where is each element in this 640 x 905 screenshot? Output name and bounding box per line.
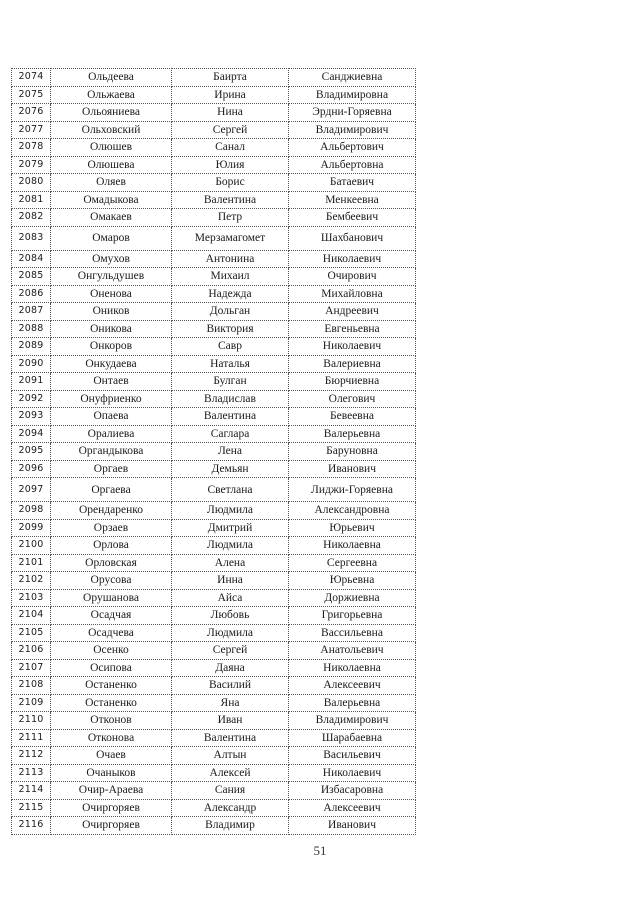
patronymic-cell: Александровна: [289, 502, 416, 520]
first-name-cell: Мерзамагомет: [172, 226, 289, 250]
table-row: [12, 390, 416, 408]
row-number: 2098: [12, 502, 51, 520]
patronymic-cell: Владимировна: [289, 86, 416, 104]
row-number: 2088: [12, 320, 51, 338]
first-name-cell: Ирина: [172, 86, 289, 104]
table-row: [12, 659, 416, 677]
patronymic-cell: Григорьевна: [289, 607, 416, 625]
patronymic-cell: Альбертовна: [289, 156, 416, 174]
table-row: [12, 373, 416, 391]
row-number: 2096: [12, 460, 51, 478]
table-row: [12, 799, 416, 817]
first-name-cell: Владимир: [172, 817, 289, 835]
table-row: [12, 139, 416, 157]
patronymic-cell: Лиджи-Горяевна: [289, 478, 416, 502]
first-name-cell: Наталья: [172, 355, 289, 373]
row-number: 2110: [12, 712, 51, 730]
table-row: [12, 226, 416, 250]
first-name-cell: Светлана: [172, 478, 289, 502]
first-name-cell: Булган: [172, 373, 289, 391]
patronymic-cell: Михайловна: [289, 285, 416, 303]
row-number: 2107: [12, 659, 51, 677]
first-name-cell: Валентина: [172, 191, 289, 209]
table-row: [12, 817, 416, 835]
patronymic-cell: Николаевич: [289, 338, 416, 356]
surname-cell: Орендаренко: [51, 502, 172, 520]
row-number: 2092: [12, 390, 51, 408]
row-number: 2113: [12, 764, 51, 782]
patronymic-cell: Евгеньевна: [289, 320, 416, 338]
table-row: [12, 104, 416, 122]
surname-cell: Олюшева: [51, 156, 172, 174]
surname-cell: Очаев: [51, 747, 172, 765]
row-number: 2087: [12, 303, 51, 321]
patronymic-cell: Николаевна: [289, 659, 416, 677]
first-name-cell: Алексей: [172, 764, 289, 782]
first-name-cell: Валентина: [172, 408, 289, 426]
table-row: [12, 747, 416, 765]
registry-sheet: [11, 68, 416, 835]
first-name-cell: Даяна: [172, 659, 289, 677]
first-name-cell: Алена: [172, 554, 289, 572]
first-name-cell: Александр: [172, 799, 289, 817]
row-number: 2103: [12, 589, 51, 607]
table-row: [12, 554, 416, 572]
patronymic-cell: Батаевич: [289, 174, 416, 192]
row-number: 2090: [12, 355, 51, 373]
row-number: 2105: [12, 624, 51, 642]
surname-cell: Опаева: [51, 408, 172, 426]
table-row: [12, 408, 416, 426]
row-number: 2082: [12, 209, 51, 227]
surname-cell: Онгульдушев: [51, 268, 172, 286]
surname-cell: Осенко: [51, 642, 172, 660]
table-row: [12, 537, 416, 555]
surname-cell: Отконова: [51, 729, 172, 747]
patronymic-cell: Николаевна: [289, 537, 416, 555]
surname-cell: Останенко: [51, 694, 172, 712]
row-number: 2102: [12, 572, 51, 590]
patronymic-cell: Санджиевна: [289, 69, 416, 87]
row-number: 2077: [12, 121, 51, 139]
table-row: [12, 572, 416, 590]
surname-cell: Омухов: [51, 250, 172, 268]
first-name-cell: Савр: [172, 338, 289, 356]
table-row: [12, 607, 416, 625]
row-number: 2115: [12, 799, 51, 817]
patronymic-cell: Анатольевич: [289, 642, 416, 660]
table-row: [12, 250, 416, 268]
first-name-cell: Надежда: [172, 285, 289, 303]
table-row: [12, 624, 416, 642]
surname-cell: Останенко: [51, 677, 172, 695]
table-row: [12, 121, 416, 139]
first-name-cell: Петр: [172, 209, 289, 227]
table-row: [12, 355, 416, 373]
surname-cell: Орлова: [51, 537, 172, 555]
table-row: [12, 209, 416, 227]
row-number: 2095: [12, 443, 51, 461]
patronymic-cell: Владимирович: [289, 121, 416, 139]
first-name-cell: Людмила: [172, 537, 289, 555]
row-number: 2074: [12, 69, 51, 87]
table-row: [12, 303, 416, 321]
table-row: [12, 677, 416, 695]
surname-cell: Омаров: [51, 226, 172, 250]
first-name-cell: Дольган: [172, 303, 289, 321]
surname-cell: Отконов: [51, 712, 172, 730]
patronymic-cell: Николаевич: [289, 764, 416, 782]
surname-cell: Очиргоряев: [51, 817, 172, 835]
row-number: 2111: [12, 729, 51, 747]
patronymic-cell: Бевеевна: [289, 408, 416, 426]
surname-cell: Омакаев: [51, 209, 172, 227]
surname-cell: Ольховский: [51, 121, 172, 139]
first-name-cell: Юлия: [172, 156, 289, 174]
surname-cell: Очиргоряев: [51, 799, 172, 817]
table-row: [12, 338, 416, 356]
table-row: [12, 764, 416, 782]
first-name-cell: Борис: [172, 174, 289, 192]
table-row: [12, 191, 416, 209]
surname-cell: Оргаев: [51, 460, 172, 478]
table-row: [12, 443, 416, 461]
row-number: 2106: [12, 642, 51, 660]
row-number: 2100: [12, 537, 51, 555]
row-number: 2094: [12, 425, 51, 443]
first-name-cell: Иван: [172, 712, 289, 730]
table-row: [12, 425, 416, 443]
first-name-cell: Демьян: [172, 460, 289, 478]
surname-cell: Осадчая: [51, 607, 172, 625]
first-name-cell: Людмила: [172, 624, 289, 642]
patronymic-cell: Шахбанович: [289, 226, 416, 250]
first-name-cell: Людмила: [172, 502, 289, 520]
first-name-cell: Владислав: [172, 390, 289, 408]
patronymic-cell: Валерьевна: [289, 694, 416, 712]
table-row: [12, 642, 416, 660]
first-name-cell: Лена: [172, 443, 289, 461]
patronymic-cell: Менкеевна: [289, 191, 416, 209]
table-row: [12, 460, 416, 478]
surname-cell: Ольдеева: [51, 69, 172, 87]
first-name-cell: Антонина: [172, 250, 289, 268]
table-row: [12, 712, 416, 730]
table-row: [12, 86, 416, 104]
patronymic-cell: Олегович: [289, 390, 416, 408]
first-name-cell: Сания: [172, 782, 289, 800]
first-name-cell: Баирта: [172, 69, 289, 87]
patronymic-cell: Юрьевич: [289, 519, 416, 537]
first-name-cell: Яна: [172, 694, 289, 712]
first-name-cell: Василий: [172, 677, 289, 695]
row-number: 2109: [12, 694, 51, 712]
row-number: 2076: [12, 104, 51, 122]
surname-cell: Очаныков: [51, 764, 172, 782]
patronymic-cell: Эрдни-Горяевна: [289, 104, 416, 122]
first-name-cell: Инна: [172, 572, 289, 590]
first-name-cell: Любовь: [172, 607, 289, 625]
table-row: [12, 69, 416, 87]
patronymic-cell: Очирович: [289, 268, 416, 286]
surname-cell: Онкудаева: [51, 355, 172, 373]
patronymic-cell: Бембеевич: [289, 209, 416, 227]
first-name-cell: Дмитрий: [172, 519, 289, 537]
first-name-cell: Михаил: [172, 268, 289, 286]
row-number: 2085: [12, 268, 51, 286]
table-row: [12, 782, 416, 800]
row-number: 2091: [12, 373, 51, 391]
patronymic-cell: Алексеевич: [289, 799, 416, 817]
first-name-cell: Виктория: [172, 320, 289, 338]
table-row: [12, 478, 416, 502]
patronymic-cell: Владимирович: [289, 712, 416, 730]
surname-cell: Онуфриенко: [51, 390, 172, 408]
patronymic-cell: Иванович: [289, 817, 416, 835]
surname-cell: Оляев: [51, 174, 172, 192]
row-number: 2078: [12, 139, 51, 157]
table-row: [12, 268, 416, 286]
row-number: 2093: [12, 408, 51, 426]
row-number: 2108: [12, 677, 51, 695]
patronymic-cell: Алексеевич: [289, 677, 416, 695]
patronymic-cell: Иванович: [289, 460, 416, 478]
first-name-cell: Саглара: [172, 425, 289, 443]
surname-cell: Осипова: [51, 659, 172, 677]
table-row: [12, 589, 416, 607]
patronymic-cell: Вассильевна: [289, 624, 416, 642]
patronymic-cell: Доржиевна: [289, 589, 416, 607]
row-number: 2079: [12, 156, 51, 174]
first-name-cell: Валентина: [172, 729, 289, 747]
patronymic-cell: Шарабаевна: [289, 729, 416, 747]
surname-cell: Орушанова: [51, 589, 172, 607]
first-name-cell: Алтын: [172, 747, 289, 765]
table-row: [12, 729, 416, 747]
surname-cell: Оралиева: [51, 425, 172, 443]
row-number: 2101: [12, 554, 51, 572]
row-number: 2097: [12, 478, 51, 502]
table-row: [12, 502, 416, 520]
table-row: [12, 156, 416, 174]
patronymic-cell: Юрьевна: [289, 572, 416, 590]
first-name-cell: Нина: [172, 104, 289, 122]
row-number: 2112: [12, 747, 51, 765]
page-number: 51: [313, 843, 327, 858]
first-name-cell: Сергей: [172, 642, 289, 660]
patronymic-cell: Сергеевна: [289, 554, 416, 572]
patronymic-cell: Валериевна: [289, 355, 416, 373]
first-name-cell: Санал: [172, 139, 289, 157]
surname-cell: Ольояниева: [51, 104, 172, 122]
surname-cell: Осадчева: [51, 624, 172, 642]
row-number: 2083: [12, 226, 51, 250]
row-number: 2084: [12, 250, 51, 268]
row-number: 2114: [12, 782, 51, 800]
surname-cell: Очир-Араева: [51, 782, 172, 800]
surname-cell: Оникова: [51, 320, 172, 338]
surname-cell: Ольжаева: [51, 86, 172, 104]
row-number: 2080: [12, 174, 51, 192]
row-number: 2086: [12, 285, 51, 303]
surname-cell: Оргаева: [51, 478, 172, 502]
row-number: 2089: [12, 338, 51, 356]
row-number: 2075: [12, 86, 51, 104]
surname-cell: Орзаев: [51, 519, 172, 537]
row-number: 2104: [12, 607, 51, 625]
table-row: [12, 694, 416, 712]
patronymic-cell: Андреевич: [289, 303, 416, 321]
first-name-cell: Айса: [172, 589, 289, 607]
first-name-cell: Сергей: [172, 121, 289, 139]
surname-cell: Органдыкова: [51, 443, 172, 461]
patronymic-cell: Избасаровна: [289, 782, 416, 800]
patronymic-cell: Валерьевна: [289, 425, 416, 443]
patronymic-cell: Альбертович: [289, 139, 416, 157]
table-row: [12, 519, 416, 537]
row-number: 2081: [12, 191, 51, 209]
table-row: [12, 320, 416, 338]
table-row: [12, 174, 416, 192]
surname-cell: Орусова: [51, 572, 172, 590]
surname-cell: Оненова: [51, 285, 172, 303]
surname-cell: Орловская: [51, 554, 172, 572]
table-row: [12, 285, 416, 303]
patronymic-cell: Баруновна: [289, 443, 416, 461]
registry-rows: [12, 69, 416, 835]
patronymic-cell: Николаевич: [289, 250, 416, 268]
surname-cell: Оников: [51, 303, 172, 321]
surname-cell: Онкоров: [51, 338, 172, 356]
surname-cell: Омадыкова: [51, 191, 172, 209]
row-number: 2099: [12, 519, 51, 537]
row-number: 2116: [12, 817, 51, 835]
surname-cell: Онтаев: [51, 373, 172, 391]
patronymic-cell: Васильевич: [289, 747, 416, 765]
patronymic-cell: Бюрчиевна: [289, 373, 416, 391]
registry-table: [11, 68, 416, 835]
surname-cell: Олюшев: [51, 139, 172, 157]
